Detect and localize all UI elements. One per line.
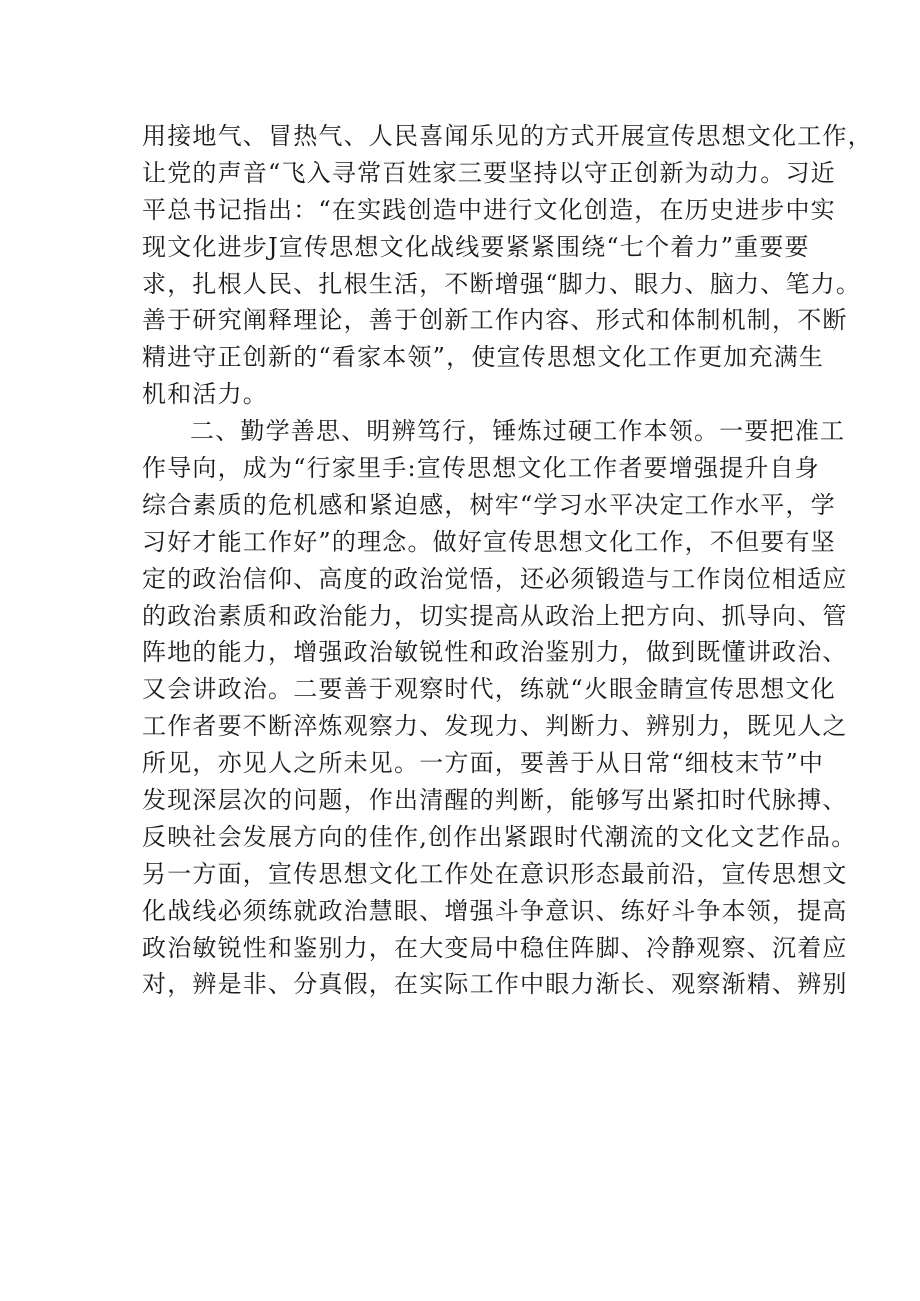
paragraph-line: 求，扎根人民、扎根生活，不断增强“脚力、眼力、脑力、笔力。 [142,269,862,298]
paragraph-line: 阵地的能力，增强政治敏锐性和政治鉴别力，做到既懂讲政治、 [142,638,848,667]
paragraph-line: 又会讲政治。二要善于观察时代，练就“火眼金睛宣传思想文化 [142,675,836,704]
paragraph-line: 机和活力。 [142,380,268,409]
paragraph-line: 善于研究阐释理论，善于创新工作内容、形式和体制机制，不断 [142,306,848,335]
paragraph-line: 现文化进步J宣传思想文化战线要紧紧围绕“七个着力”重要要 [142,232,810,261]
paragraph-2 [142,413,857,1003]
paragraph-line: 对，辨是非、分真假，在实际工作中眼力渐长、观察渐精、辨别 [142,970,848,999]
paragraph-line: 作导向，成为“行家里手:宣传思想文化工作者要增强提升自身 [142,454,820,483]
paragraph-line: 综合素质的危机感和紧迫感，树牢“学习水平决定工作水平，学 [142,490,836,519]
paragraph-line: 的政治素质和政治能力，切实提高从政治上把方向、抓导向、管 [142,601,848,630]
paragraph-line: 让党的声音“飞入寻常百姓家三要坚持以守正创新为动力。习近 [142,158,836,187]
paragraph-line: 反映社会发展方向的佳作,创作出紧跟时代潮流的文化文艺作品。 [142,822,857,851]
paragraph-line: 发现深层次的问题，作出清醒的判断，能够写出紧扣时代脉搏、 [142,786,848,815]
paragraph-line: 二、勤学善思、明辨笃行，锤炼过硬工作本领。一要把准工 [190,417,846,446]
paragraph-line: 所见，亦见人之所未见。一方面，要善于从日常“细枝末节”中 [142,749,825,778]
paragraph-line: 化战线必须练就政治慧眼、增强斗争意识、练好斗争本领，提高 [142,896,848,925]
paragraph-line: 工作者要不断淬炼观察力、发现力、判断力、辨别力，既见人之 [142,712,848,741]
document-body [142,118,873,1003]
paragraph-1 [142,118,873,413]
paragraph-line: 平总书记指出：“在实践创造中进行文化创造，在历史进步中实 [142,195,836,224]
paragraph-line: 精进守正创新的“看家本领”，使宣传思想文化工作更加充满生 [142,343,825,372]
paragraph-line: 另一方面，宣传思想文化工作处在意识形态最前沿，宣传思想文 [142,859,848,888]
paragraph-line: 定的政治信仰、高度的政治觉悟，还必须锻造与工作岗位相适应 [142,564,848,593]
paragraph-line: 习好才能工作好”的理念。做好宣传思想文化工作，不但要有坚 [142,527,836,556]
paragraph-line: 用接地气、冒热气、人民喜闻乐见的方式开展宣传思想文化工作， [142,122,873,150]
paragraph-line: 政治敏锐性和鉴别力，在大变局中稳住阵脚、冷静观察、沉着应 [142,933,848,962]
